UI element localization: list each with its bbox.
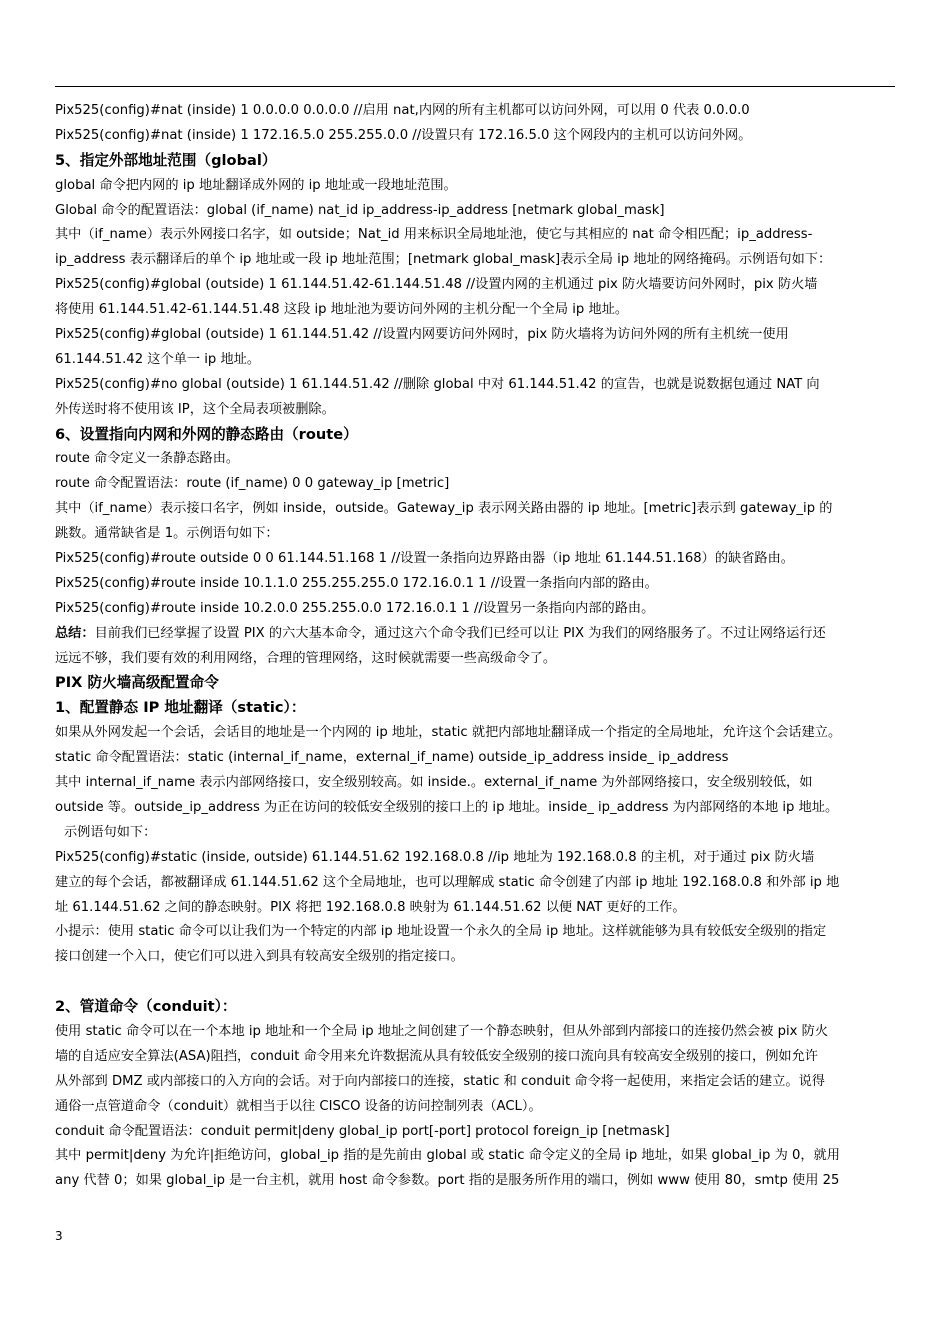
text-line: 通俗一点管道命令（conduit）就相当于以往 CISCO 设备的访问控制列表（ACL）。	[55, 1098, 542, 1114]
text-line: outside 等。outside_ip_address 为正在访问的较低安全级别的接口上的 ip 地址。inside_ ip_address 为内部网络的本地 ip 地址。	[55, 799, 839, 815]
summary-text: 目前我们已经掌握了设置 PIX 的六大基本命令，通过这六个命令我们已经可以让 PIX 为我们的网络服务了。不过让网络运行还	[94, 625, 826, 641]
text-line: 其中（if_name）表示接口名字，例如 inside，outside。Gateway_ip 表示网关路由器的 ip 地址。[metric]表示到 gateway_ip 的	[55, 501, 833, 517]
section-heading-conduit: 2、管道命令（conduit）：	[55, 998, 237, 1016]
section-heading-static: 1、配置静态 IP 地址翻译（static）：	[55, 699, 306, 717]
text-line: route 命令定义一条静态路由。	[55, 451, 240, 467]
text-line: any 代替 0；如果 global_ip 是一台主机，就用 host 命令参数。port 指的是服务所作用的端口，例如 www 使用 80，smtp 使用 25	[55, 1173, 840, 1189]
text-line: Pix525(config)#global (outside) 1 61.144.51.42 //设置内网要访问外网时，pix 防火墙将为访问外网的所有主机统一使用	[55, 327, 789, 343]
text-line: Pix525(config)#no global (outside) 1 61.144.51.42 //删除 global 中对 61.144.51.42 的宣告，也就是说数据包通过 NAT 向	[55, 376, 820, 392]
text-line: Pix525(config)#static (inside, outside) 61.144.51.62 192.168.0.8 //ip 地址为 192.168.0.8 的主机，对于通过 pix 防火墙	[55, 849, 815, 865]
text-line: 从外部到 DMZ 或内部接口的入方向的会话。对于向内部接口的连接，static 和 conduit 命令将一起使用，来指定会话的建立。说得	[55, 1073, 825, 1089]
text-line: 址 61.144.51.62 之间的静态映射。PIX 将把 192.168.0.8 映射为 61.144.51.62 以便 NAT 更好的工作。	[55, 899, 686, 915]
summary-line	[55, 622, 903, 647]
page-number: 3	[55, 1229, 63, 1243]
text-line: 使用 static 命令可以在一个本地 ip 地址和一个全局 ip 地址之间创建了一个静态映射，但从外部到内部接口的连接仍然会被 pix 防火	[55, 1023, 829, 1039]
text-line: 建立的每个会话，都被翻译成 61.144.51.62 这个全局地址，也可以理解成 static 命令创建了内部 ip 地址 192.168.0.8 和外部 ip 地	[55, 874, 840, 890]
text-line: static 命令配置语法：static (internal_if_name，external_if_name) outside_ip_address inside_ ip_address	[55, 750, 729, 766]
text-line: 接口创建一个入口，使它们可以进入到具有较高安全级别的指定接口。	[55, 949, 464, 965]
text-line: Pix525(config)#nat (inside) 1 172.16.5.0 255.255.0.0 //设置只有 172.16.5.0 这个网段内的主机可以访问外网。	[55, 127, 752, 143]
header-rule	[55, 86, 895, 87]
text-line: Pix525(config)#route outside 0 0 61.144.51.168 1 //设置一条指向边界路由器（ip 地址 61.144.51.168）的缺省路由。	[55, 551, 794, 567]
text-line: Pix525(config)#route inside 10.1.1.0 255.255.255.0 172.16.0.1 1 //设置一条指向内部的路由。	[55, 575, 658, 591]
summary-label: 总结：	[55, 625, 95, 641]
text-line: Pix525(config)#nat (inside) 1 0.0.0.0 0.0.0.0 //启用 nat,内网的所有主机都可以访问外网，可以用 0 代表 0.0.0.0	[55, 103, 750, 118]
text-line: Pix525(config)#global (outside) 1 61.144.51.42-61.144.51.48 //设置内网的主机通过 pix 防火墙要访问外网时，pix 防火墙	[55, 277, 818, 293]
document-body	[55, 99, 903, 1194]
text-line: 其中 permit|deny 为允许|拒绝访问，global_ip 指的是先前由 global 或 static 命令定义的全局 ip 地址，如果 global_ip 为 0，就用	[55, 1148, 840, 1164]
text-line: Pix525(config)#route inside 10.2.0.0 255.255.0.0 172.16.0.1 1 //设置另一条指向内部的路由。	[55, 600, 655, 616]
text-line: 示例语句如下：	[64, 824, 157, 840]
text-line: 将使用 61.144.51.42-61.144.51.48 这段 ip 地址池为要访问外网的主机分配一个全局 ip 地址。	[55, 302, 629, 318]
blank-line	[55, 970, 903, 995]
section-heading-route: 6、设置指向内网和外网的静态路由（route）	[55, 425, 358, 443]
text-line: 外传送时将不使用该 IP，这个全局表项被删除。	[55, 401, 335, 417]
text-line: 小提示：使用 static 命令可以让我们为一个特定的内部 ip 地址设置一个永久的全局 ip 地址。这样就能够为具有较低安全级别的指定	[55, 924, 827, 940]
text-line: route 命令配置语法：route (if_name) 0 0 gateway_ip [metric]	[55, 476, 450, 492]
text-line: conduit 命令配置语法：conduit permit|deny global_ip port[-port] protocol foreign_ip [netmask]	[55, 1123, 670, 1139]
text-line: 远远不够，我们要有效的利用网络，合理的管理网络，这时候就需要一些高级命令了。	[55, 650, 557, 666]
text-line: 61.144.51.42 这个单一 ip 地址。	[55, 351, 261, 367]
text-line: global 命令把内网的 ip 地址翻译成外网的 ip 地址或一段地址范围。	[55, 177, 457, 193]
text-line: ip_address 表示翻译后的单个 ip 地址或一段 ip 地址范围；[netmark global_mask]表示全局 ip 地址的网络掩码。示例语句如下：	[55, 252, 832, 268]
text-line: 其中（if_name）表示外网接口名字，如 outside；Nat_id 用来标识全局地址池，使它与其相应的 nat 命令相匹配；ip_address-	[55, 227, 813, 243]
text-line: Global 命令的配置语法：global (if_name) nat_id ip_address-ip_address [netmark global_mask]	[55, 202, 665, 218]
text-line: 其中 internal_if_name 表示内部网络接口，安全级别较高。如 inside.。external_if_name 为外部网络接口，安全级别较低，如	[55, 775, 813, 791]
section-heading-global: 5、指定外部地址范围（global）	[55, 151, 277, 169]
text-line: 跳数。通常缺省是 1。示例语句如下：	[55, 526, 279, 542]
text-line: 墙的自适应安全算法(ASA)阻挡，conduit 命令用来允许数据流从具有较低安全级别的接口流向具有较高安全级别的接口，例如允许	[55, 1048, 818, 1064]
text-line: 如果从外网发起一个会话，会话目的地址是一个内网的 ip 地址，static 就把内部地址翻译成一个指定的全局地址，允许这个会话建立。	[55, 725, 842, 741]
chapter-heading-advanced: PIX 防火墙高级配置命令	[55, 674, 219, 692]
